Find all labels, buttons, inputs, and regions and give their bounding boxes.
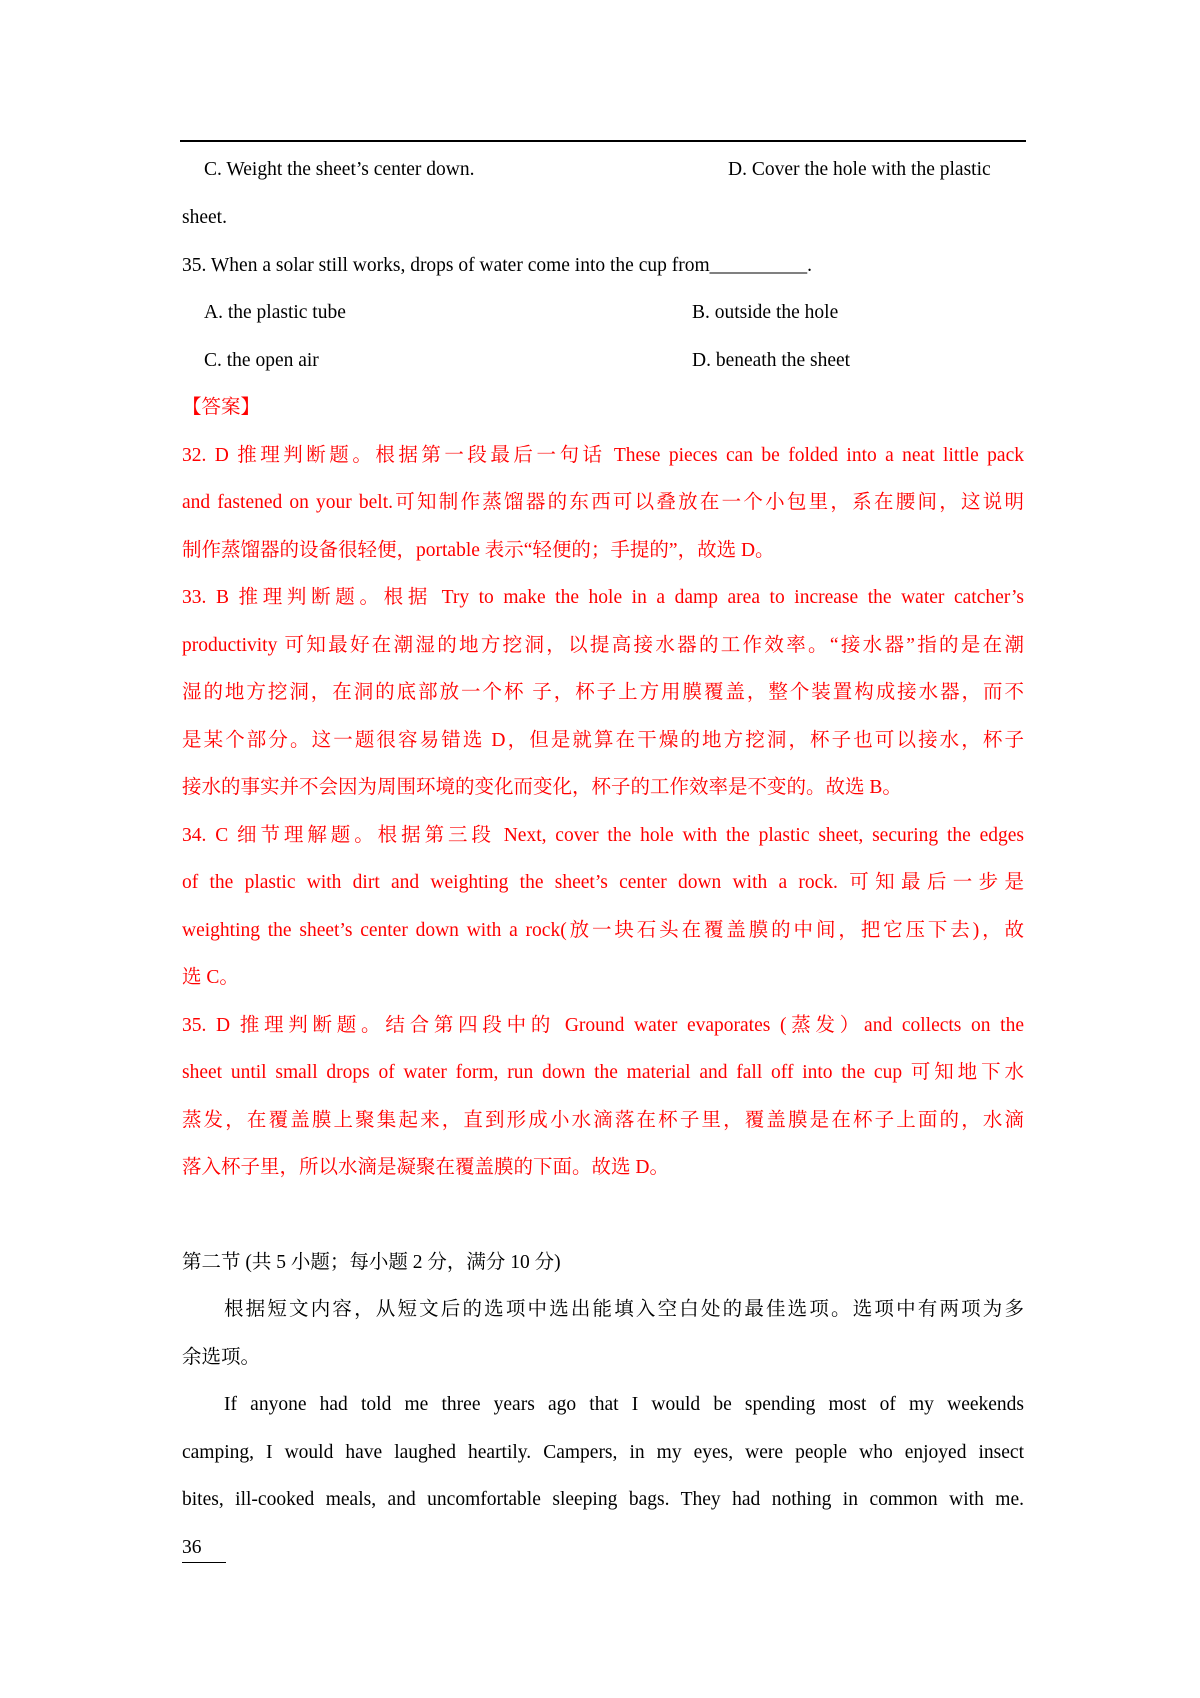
q35-option-c: C. the open air — [204, 350, 319, 371]
blank-36-row — [182, 1534, 1024, 1563]
answer-33-line-4: 是某个部分。这一题很容易错选 D，但是就算在干燥的地方挖洞，杯子也可以接水，杯子 — [182, 730, 1024, 751]
q35-option-d: D. beneath the sheet — [692, 350, 851, 371]
blank-36[interactable]: 36 — [182, 1534, 226, 1563]
answer-35-line-4: 落入杯子里，所以水滴是凝聚在覆盖膜的下面。故选 D。 — [182, 1157, 669, 1178]
answer-33-line-2: productivity 可知最好在潮湿的地方挖洞，以提高接水器的工作效率。“接水器”指的是在潮 — [182, 635, 1024, 656]
passage-line-1: If anyone had told me three years ago that I would be spending most of my weekends — [224, 1394, 1024, 1415]
answer-32-line-3: 制作蒸馏器的设备很轻便，portable 表示“轻便的；手提的”，故选 D。 — [182, 540, 775, 561]
answer-32-line-1: 32. D 推理判断题。根据第一段最后一句话 These pieces can be folded into a neat little pack — [182, 445, 1024, 466]
answer-33-line-1: 33. B 推理判断题。根据 Try to make the hole in a damp area to increase the water catcher’s — [182, 587, 1024, 608]
answer-34-line-1: 34. C 细节理解题。根据第三段 Next, cover the hole with the plastic sheet, securing the edges — [182, 825, 1024, 846]
answer-34-line-3: weighting the sheet’s center down with a rock(放一块石头在覆盖膜的中间，把它压下去)，故 — [182, 920, 1024, 941]
q35-stem: 35. When a solar still works, drops of water come into the cup from__________. — [182, 255, 813, 276]
answer-34-line-2: of the plastic with dirt and weighting the sheet’s center down with a rock. 可知最后一步是 — [182, 872, 1024, 893]
header-rule — [180, 140, 1026, 142]
answer-header: 【答案】 — [182, 397, 261, 418]
answer-33-line-3: 湿的地方挖洞，在洞的底部放一个杯 子，杯子上方用膜覆盖，整个装置构成接水器，而不 — [182, 682, 1024, 703]
answer-34-line-4: 选 C。 — [182, 967, 239, 988]
section-2-instruction-line-2: 余选项。 — [182, 1347, 261, 1368]
passage-line-3: bites, ill-cooked meals, and uncomfortable sleeping bags. They had nothing in common with me. — [182, 1489, 1024, 1510]
section-2-title: 第二节 (共 5 小题；每小题 2 分，满分 10 分) — [182, 1252, 561, 1273]
passage-line-2: camping, I would have laughed heartily. Campers, in my eyes, were people who enjoyed insect — [182, 1442, 1024, 1463]
answer-35-line-1: 35. D 推理判断题。结合第四段中的 Ground water evaporates (蒸发）and collects on the — [182, 1015, 1024, 1036]
q35-option-a: A. the plastic tube — [204, 302, 346, 323]
q34-option-d: D. Cover the hole with the plastic — [728, 159, 991, 180]
q34-option-c: C. Weight the sheet’s center down. — [204, 159, 475, 180]
answer-33-line-5: 接水的事实并不会因为周围环境的变化而变化，杯子的工作效率是不变的。故选 B。 — [182, 777, 902, 798]
section-2-instruction-line-1: 根据短文内容，从短文后的选项中选出能填入空白处的最佳选项。选项中有两项为多 — [224, 1299, 1024, 1320]
answer-35-line-3: 蒸发，在覆盖膜上聚集起来，直到形成小水滴落在杯子里，覆盖膜是在杯子上面的，水滴 — [182, 1110, 1024, 1131]
q34-option-d-cont: sheet. — [182, 207, 227, 228]
answer-35-line-2: sheet until small drops of water form, run down the material and fall off into the cup 可知地下水 — [182, 1062, 1024, 1083]
answer-32-line-2: and fastened on your belt.可知制作蒸馏器的东西可以叠放在一个小包里，系在腰间，这说明 — [182, 492, 1024, 513]
q35-option-b: B. outside the hole — [692, 302, 839, 323]
